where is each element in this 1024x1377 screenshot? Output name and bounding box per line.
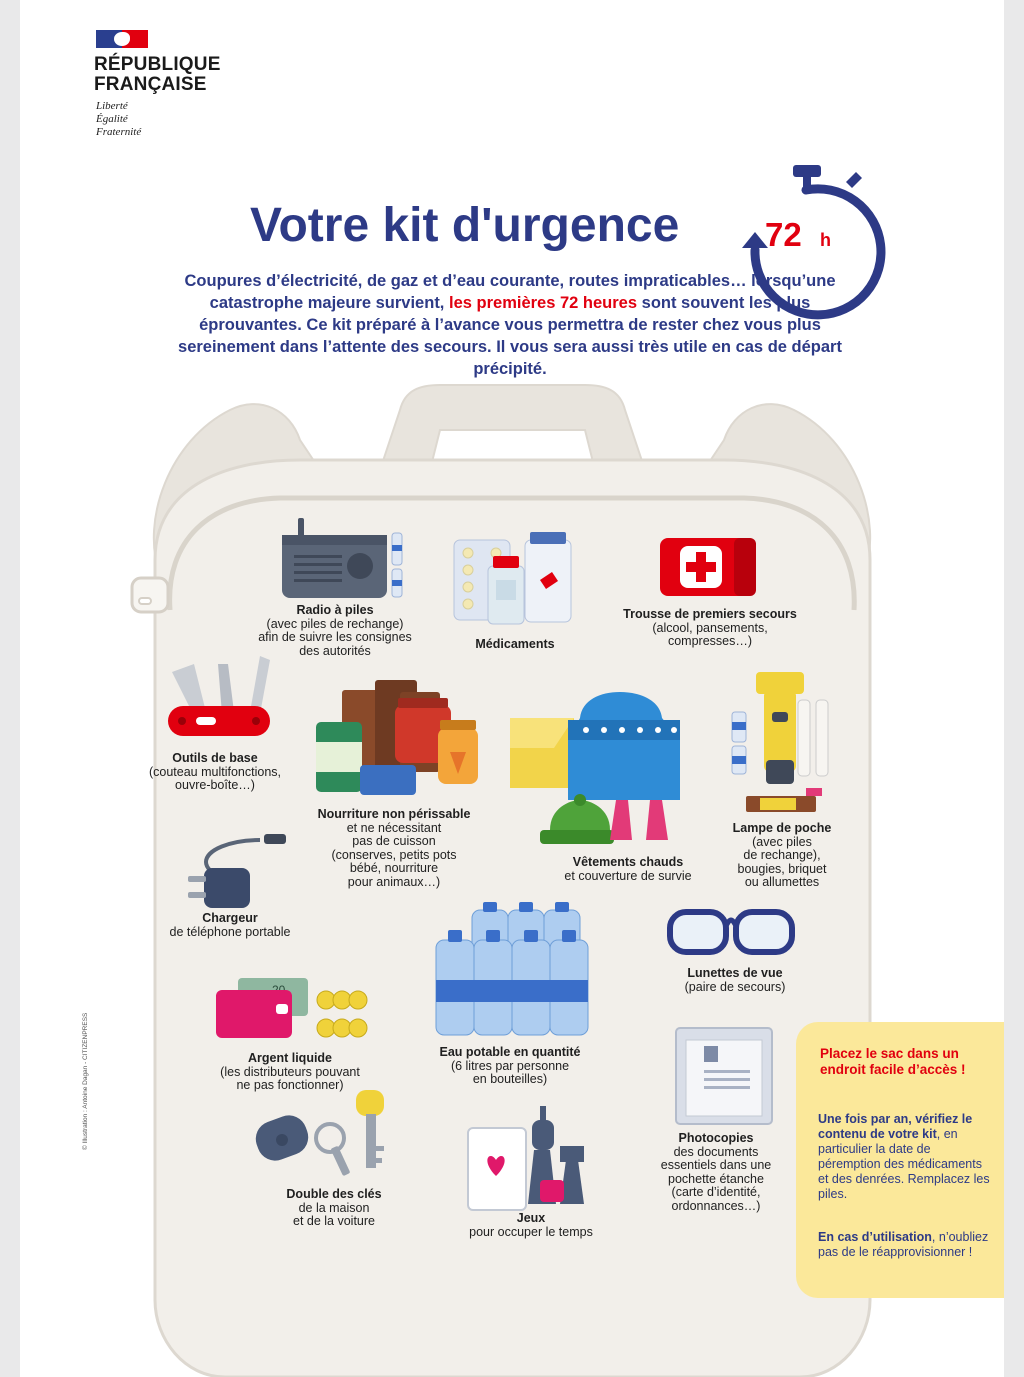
caption-radio: Radio à piles (avec piles de rechange) afin de suivre les consignes des autorités (258, 603, 412, 658)
note-check: Une fois par an, vérifiez le contenu de votre kit, en particulier la date de péremption des médicaments et des denrées. Remplacez les piles. (818, 1112, 990, 1201)
intro-text: Coupures d’électricité, de gaz et d’eau courante, routes impraticables… lorsqu’une catastrophe majeure survient, les premières 72 heures sont souvent les plus éprouvantes. Ce kit préparé à l’avance vous permettra de rester chez vous plus sereinement dans l’attente des secours. Il vous sera aussi très utile en cas de départ précipité. (178, 272, 842, 378)
caption-nourriture: Nourriture non périssable et ne nécessitant pas de cuisson (conserves, petits pots bébé, nourriture pour animaux…) (317, 807, 471, 889)
document-pouch-icon (676, 1028, 772, 1124)
caption-vetements: Vêtements chauds et couverture de survie (564, 855, 692, 883)
caption-jeux: Jeux pour occuper le temps (469, 1211, 593, 1239)
caption-lampe: Lampe de poche (avec piles de rechange), bougies, briquet ou allumettes (732, 821, 832, 889)
republique-francaise-wordmark: RÉPUBLIQUE FRANÇAISE (94, 54, 221, 95)
note-use: En cas d’utilisation, n’oubliez pas de le réapprovisionner ! (818, 1230, 989, 1259)
caption-photocopies: Photocopies des documents essentiels dans une pochette étanche (carte d’identité, ordonnances…) (660, 1131, 772, 1213)
intro-highlight: les premières 72 heures (449, 294, 638, 312)
caption-outils: Outils de base (couteau multifonctions, ouvre-boîte…) (148, 751, 281, 792)
motto: Liberté Égalité Fraternité (96, 100, 142, 138)
note-headline: Placez le sac dans un endroit facile d’accès ! (820, 1046, 966, 1077)
page-title: Votre kit d'urgence (250, 199, 680, 252)
caption-cles: Double des clés de la maison et de la voiture (286, 1187, 382, 1228)
caption-medicaments: Médicaments (475, 637, 555, 651)
first-aid-kit-icon (660, 538, 756, 596)
caption-lunettes: Lunettes de vue (paire de secours) (684, 966, 786, 994)
badge-unit: h (820, 230, 831, 250)
illustration-credit: © Illustration : Antoine Dagan - CITIZENPRESS (82, 1012, 89, 1150)
badge-number: 72 (765, 216, 802, 253)
caption-argent: Argent liquide (les distributeurs pouvant ne pas fonctionner) (220, 1051, 360, 1092)
reminder-note (796, 1022, 1004, 1298)
caption-trousse: Trousse de premiers secours (alcool, pansements, compresses…) (623, 607, 797, 648)
poster (20, 0, 1004, 1377)
caption-chargeur: Chargeur de téléphone portable (169, 911, 291, 939)
caption-eau: Eau potable en quantité (6 litres par personne en bouteilles) (439, 1045, 581, 1086)
